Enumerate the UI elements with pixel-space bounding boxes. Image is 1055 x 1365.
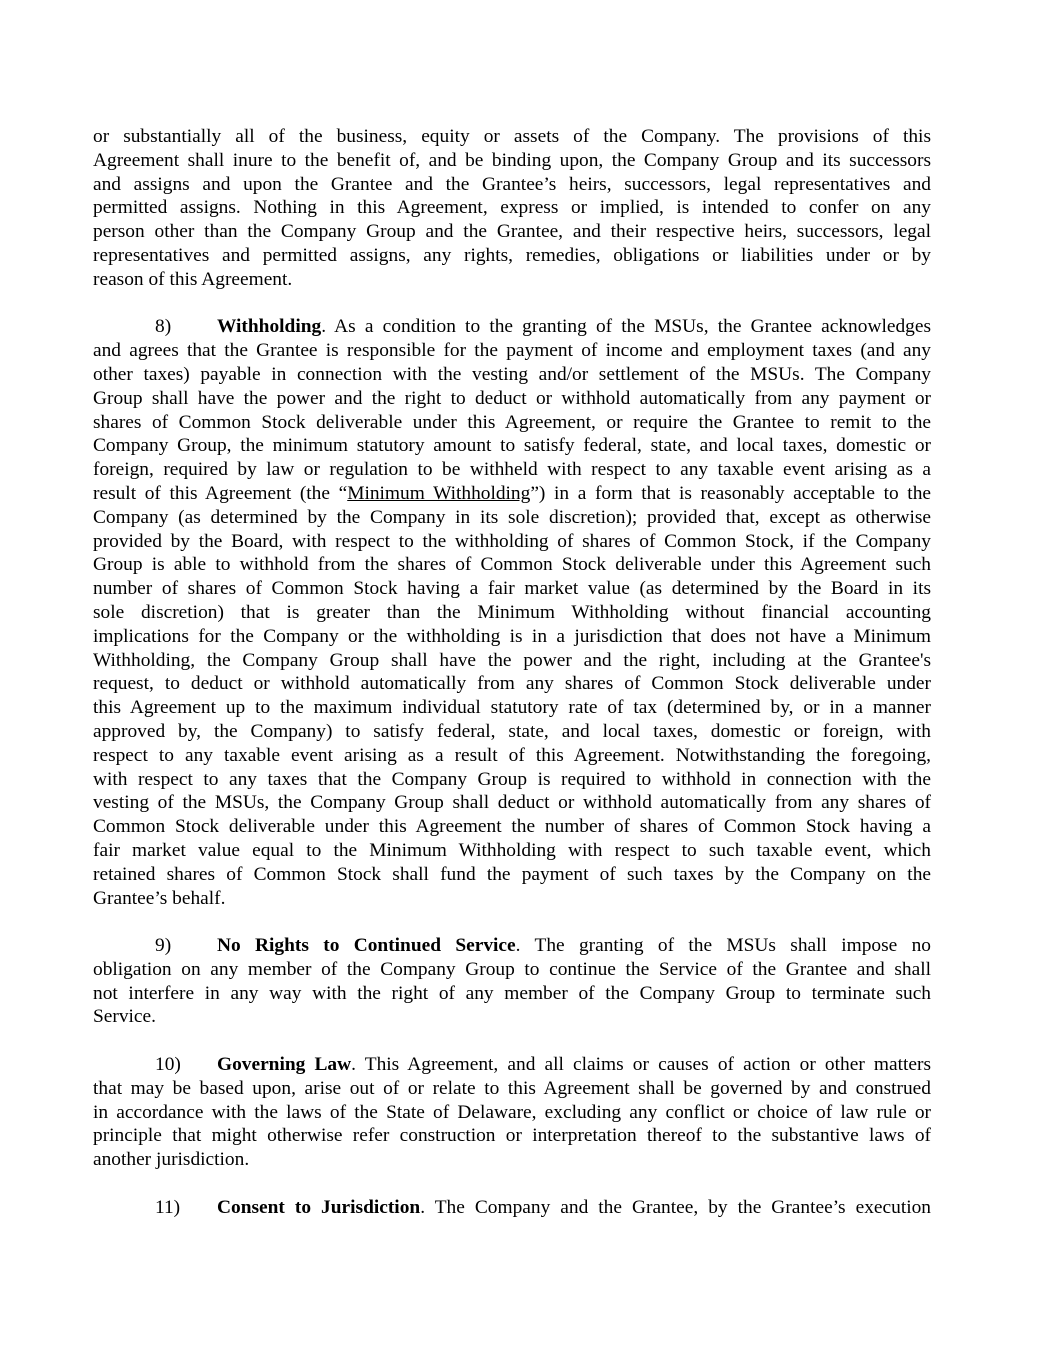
text-line: other taxes) payable in connection with the vesting and/or settlement of the MSUs. The Company xyxy=(93,363,931,385)
text-line: person other than the Company Group and the Grantee, and their respective heirs, successors, legal xyxy=(93,221,931,243)
text-line: foreign, required by law or regulation to be withheld with respect to any taxable event arising as a xyxy=(93,459,931,481)
section-9-no-rights xyxy=(93,934,931,1029)
text-line: this Agreement up to the maximum individual statutory rate of tax (determined by, or in a manner xyxy=(93,697,931,719)
text: . The Company and the Grantee, by the Grantee’s execution xyxy=(420,1196,931,1218)
text-line: Agreement shall inure to the benefit of, and be binding upon, the Company Group and its successors xyxy=(93,149,931,171)
text-line: Withholding, the Company Group shall have the power and the right, including at the Grantee's xyxy=(93,649,931,671)
text-line: fair market value equal to the Minimum Withholding with respect to such taxable event, which xyxy=(93,839,931,861)
text-line: Group shall have the power and the right to deduct or withhold automatically from any payment or xyxy=(93,387,931,409)
text-line: and assigns and upon the Grantee and the Grantee’s heirs, successors, legal representatives and xyxy=(93,173,931,195)
text-line: Company (as determined by the Company in its sole discretion); provided that, except as otherwise xyxy=(93,506,931,528)
text-line: respect to any taxable event arising as a result of this Agreement. Notwithstanding the foregoing, xyxy=(93,744,931,766)
text-line: representatives and permitted assigns, any rights, remedies, obligations or liabilities under or by xyxy=(93,244,931,266)
text: ”) in a form that is reasonably acceptable to the xyxy=(530,482,932,504)
section-heading: Withholding xyxy=(217,316,322,338)
text-line: in accordance with the laws of the State of Delaware, excluding any conflict or choice of law rule or xyxy=(93,1101,931,1123)
defined-term: Minimum Withholding xyxy=(347,482,531,504)
text-line: another jurisdiction. xyxy=(93,1149,250,1171)
paragraph-successors xyxy=(93,125,931,292)
text-line: obligation on any member of the Company Group to continue the Service of the Grantee and shall xyxy=(93,958,931,980)
text-line xyxy=(93,482,931,506)
text-line: Common Stock deliverable under this Agreement the number of shares of Common Stock having a xyxy=(93,816,931,838)
text-line: approved by, the Company) to satisfy federal, state, and local taxes, domestic or foreign, with xyxy=(93,720,931,742)
section-heading: Governing Law xyxy=(217,1054,352,1076)
text-line: implications for the Company or the withholding is in a jurisdiction that does not have a Minimum xyxy=(93,625,931,647)
text-line: that may be based upon, arise out of or relate to this Agreement shall be governed by and construed xyxy=(93,1077,931,1099)
text-line: principle that might otherwise refer construction or interpretation thereof to the substantive laws of xyxy=(93,1125,931,1147)
section-heading: Consent to Jurisdiction xyxy=(217,1196,421,1218)
text: . The granting of the MSUs shall impose no xyxy=(515,935,931,957)
text-line: retained shares of Common Stock shall fund the payment of such taxes by the Company on the xyxy=(93,863,931,885)
section-8-withholding xyxy=(93,315,931,910)
text-line: Grantee’s behalf. xyxy=(93,887,226,909)
text-line: with respect to any taxes that the Company Group is required to withhold in connection with the xyxy=(93,768,931,790)
text-line: provided by the Board, with respect to the withholding of shares of Common Stock, if the Company xyxy=(93,530,931,552)
text: . This Agreement, and all claims or causes of action or other matters xyxy=(351,1054,931,1076)
text-line: number of shares of Common Stock having a fair market value (as determined by the Board in its xyxy=(93,578,931,600)
text-line: request, to deduct or withhold automatically from any shares of Common Stock deliverable under xyxy=(93,673,931,695)
text: result of this Agreement (the “ xyxy=(93,482,348,504)
section-heading: No Rights to Continued Service xyxy=(217,935,516,957)
section-number: 10) xyxy=(155,1054,181,1076)
section-number: 9) xyxy=(155,935,172,957)
document-page xyxy=(93,125,931,1220)
text-line: reason of this Agreement. xyxy=(93,268,293,290)
section-number: 11) xyxy=(155,1196,181,1218)
text-line: Service. xyxy=(93,1006,156,1028)
text: . As a condition to the granting of the MSUs, the Grantee acknowledges xyxy=(321,316,931,338)
text-line: permitted assigns. Nothing in this Agreement, express or implied, is intended to confer on any xyxy=(93,197,931,219)
text-line: vesting of the MSUs, the Company Group shall deduct or withhold automatically from any shares of xyxy=(93,792,931,814)
text-line: sole discretion) that is greater than the Minimum Withholding without financial accounting xyxy=(93,601,931,623)
section-11-consent-to-jurisdiction xyxy=(93,1196,931,1220)
section-number: 8) xyxy=(155,316,172,338)
text-line: or substantially all of the business, equity or assets of the Company. The provisions of this xyxy=(93,126,931,147)
text-line: not interfere in any way with the right of any member of the Company Group to terminate such xyxy=(93,982,931,1004)
text-line: Company Group, the minimum statutory amount to satisfy federal, state, and local taxes, domestic or xyxy=(93,435,931,457)
text-line: shares of Common Stock deliverable under this Agreement, or require the Grantee to remit to the xyxy=(93,411,931,433)
text-line: Group is able to withhold from the shares of Common Stock deliverable under this Agreement such xyxy=(93,554,931,576)
text-line: and agrees that the Grantee is responsible for the payment of income and employment taxes (and any xyxy=(93,340,931,362)
section-10-governing-law xyxy=(93,1053,931,1172)
